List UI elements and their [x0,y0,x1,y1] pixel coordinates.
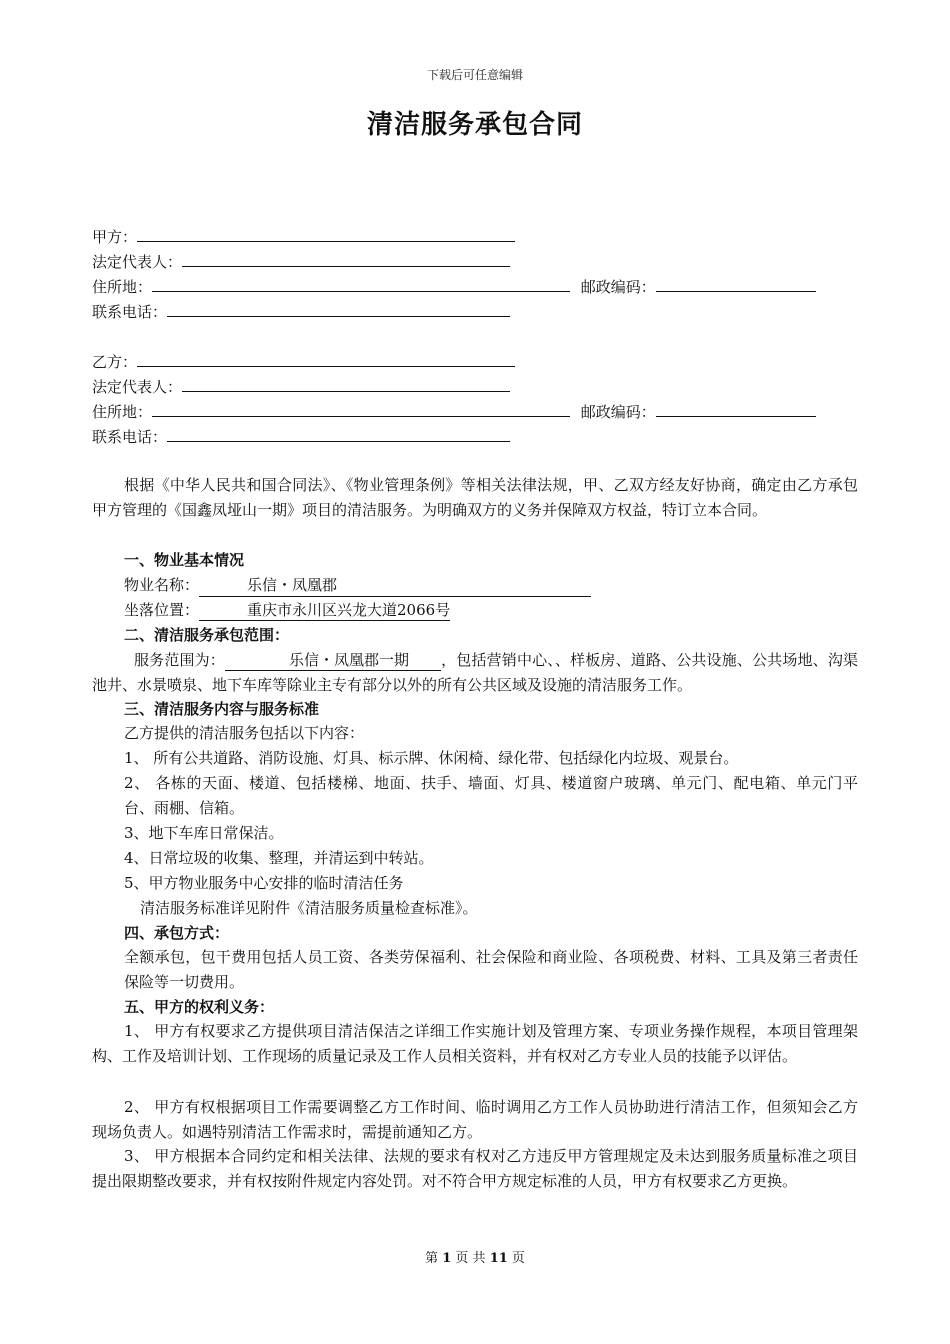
sec3-lead: 乙方提供的清洁服务包括以下内容： [124,724,365,742]
party-b-phone-row [92,425,510,448]
sec2-heading: 二、清洁服务承包范围： [124,626,290,644]
property-location-label: 坐落位置： [124,601,200,619]
footer-suffix: 页 [511,1251,525,1266]
party-b-addr-blank [152,400,570,417]
header-note: 下载后可任意编辑 [426,68,523,82]
sec3-item: 5、甲方物业服务中心安排的临时清洁任务 [124,874,404,892]
sec3-heading: 三、清洁服务内容与服务标准 [124,700,320,718]
party-a-phone-blank [167,300,510,317]
page-title: 清洁服务承包合同 [366,110,583,140]
party-b-name-label: 乙方： [92,353,138,371]
page-footer [0,1247,950,1266]
party-a-name-row [92,225,515,248]
party-b-zip-blank [656,400,816,417]
party-a-rep-blank [182,250,510,267]
total-page-number: 11 [489,1251,508,1266]
party-b-zip-label: 邮政编码： [580,403,656,421]
footer-prefix: 第 [425,1251,439,1266]
party-b-phone-blank [167,425,510,442]
property-name-value: 乐信・凤凰郡 [199,574,591,597]
party-b-rep-row [92,375,510,398]
intro-paragraph: 根据《中华人民共和国合同法》、《物业管理条例》等相关法律法规，甲、乙双方经友好协商，确定由乙方承包甲方管理的《国鑫凤垭山一期》项目的清洁服务。为明确双方的义务并保障双方权益，特订立本合同。 [92,476,858,519]
party-b-rep-blank [182,375,510,392]
party-a-rep-row [92,250,510,273]
party-b-addr-row [92,400,816,423]
sec4-heading: 四、承包方式： [124,924,230,942]
party-b-addr-label: 住所地： [92,403,153,421]
sec3-standard: 清洁服务标准详见附件《清洁服务质量检查标准》。 [140,899,478,917]
party-a-phone-row [92,300,510,323]
sec3-item: 4、日常垃圾的收集、整理，并清运到中转站。 [124,849,434,867]
scope-label: 服务范围为： [134,651,225,669]
sec3-item: 1、 所有公共道路、消防设施、灯具、标示牌、休闲椅、绿化带、包括绿化内垃圾、观景台。 [124,749,739,767]
party-a-addr-row [92,275,816,298]
party-b-rep-label: 法定代表人： [92,378,183,396]
sec5-item: 3、 甲方根据本合同约定和相关法律、法规的要求有权对乙方违反甲方管理规定及未达到服务质量标准之项目提出限期整改要求，并有权按附件规定内容处罚。对不符合甲方规定标准的人员，甲方有权要求乙方更换。 [92,1147,858,1190]
sec3-item: 3、地下车库日常保洁。 [124,824,284,842]
party-b-name-row [92,350,515,373]
sec5-item: 1、 甲方有权要求乙方提供项目清洁保洁之详细工作实施计划及管理方案、专项业务操作规程，本项目管理架构、工作及培训计划、工作现场的质量记录及工作人员相关资料，并有权对乙方专业人员的技能予以评估。 [92,1022,858,1065]
party-a-name-label: 甲方： [92,228,138,246]
party-a-zip-label: 邮政编码： [580,278,656,296]
scope-value: 乐信・凤凰郡一期 [225,651,441,671]
party-b-name-blank [137,350,515,367]
party-a-zip-blank [656,275,816,292]
party-a-phone-label: 联系电话： [92,303,168,321]
party-a-rep-label: 法定代表人： [92,253,183,271]
party-a-addr-label: 住所地： [92,278,153,296]
property-location-row [124,599,450,621]
property-name-row [124,574,591,597]
property-location-value: 重庆市永川区兴龙大道2066号 [199,600,450,621]
sec3-item: 2、 各栋的天面、楼道、包括楼梯、地面、扶手、墙面、灯具、楼道窗户玻璃、单元门、配电箱、单元门平台、雨棚、信箱。 [124,774,858,817]
party-a-addr-blank [152,275,570,292]
sec5-item: 2、 甲方有权根据项目工作需要调整乙方工作时间、临时调用乙方工作人员协助进行清洁工作，但须知会乙方现场负责人。如遇特别清洁工作需求时，需提前通知乙方。 [92,1098,858,1141]
party-a-name-blank [137,225,515,242]
property-name-label: 物业名称： [124,576,200,594]
sec4-text: 全额承包，包干费用包括人员工资、各类劳保福利、社会保险和商业险、各项税费、材料、工具及第三者责任保险等一切费用。 [124,948,858,991]
sec1-heading: 一、物业基本情况 [124,551,245,569]
footer-mid: 页 共 [455,1251,486,1266]
party-b-phone-label: 联系电话： [92,428,168,446]
current-page-number: 1 [442,1251,452,1266]
sec5-heading: 五、甲方的权利义务： [124,998,275,1016]
scope-rest: ，包括营销中心、、样板房、道路、公共设施、公共场地、沟渠池井、水景喷泉、地下车库等除业主专有部分以外的所有公共区域及设施的清洁服务工作。 [92,651,858,694]
sec2-scope-paragraph [92,648,858,698]
